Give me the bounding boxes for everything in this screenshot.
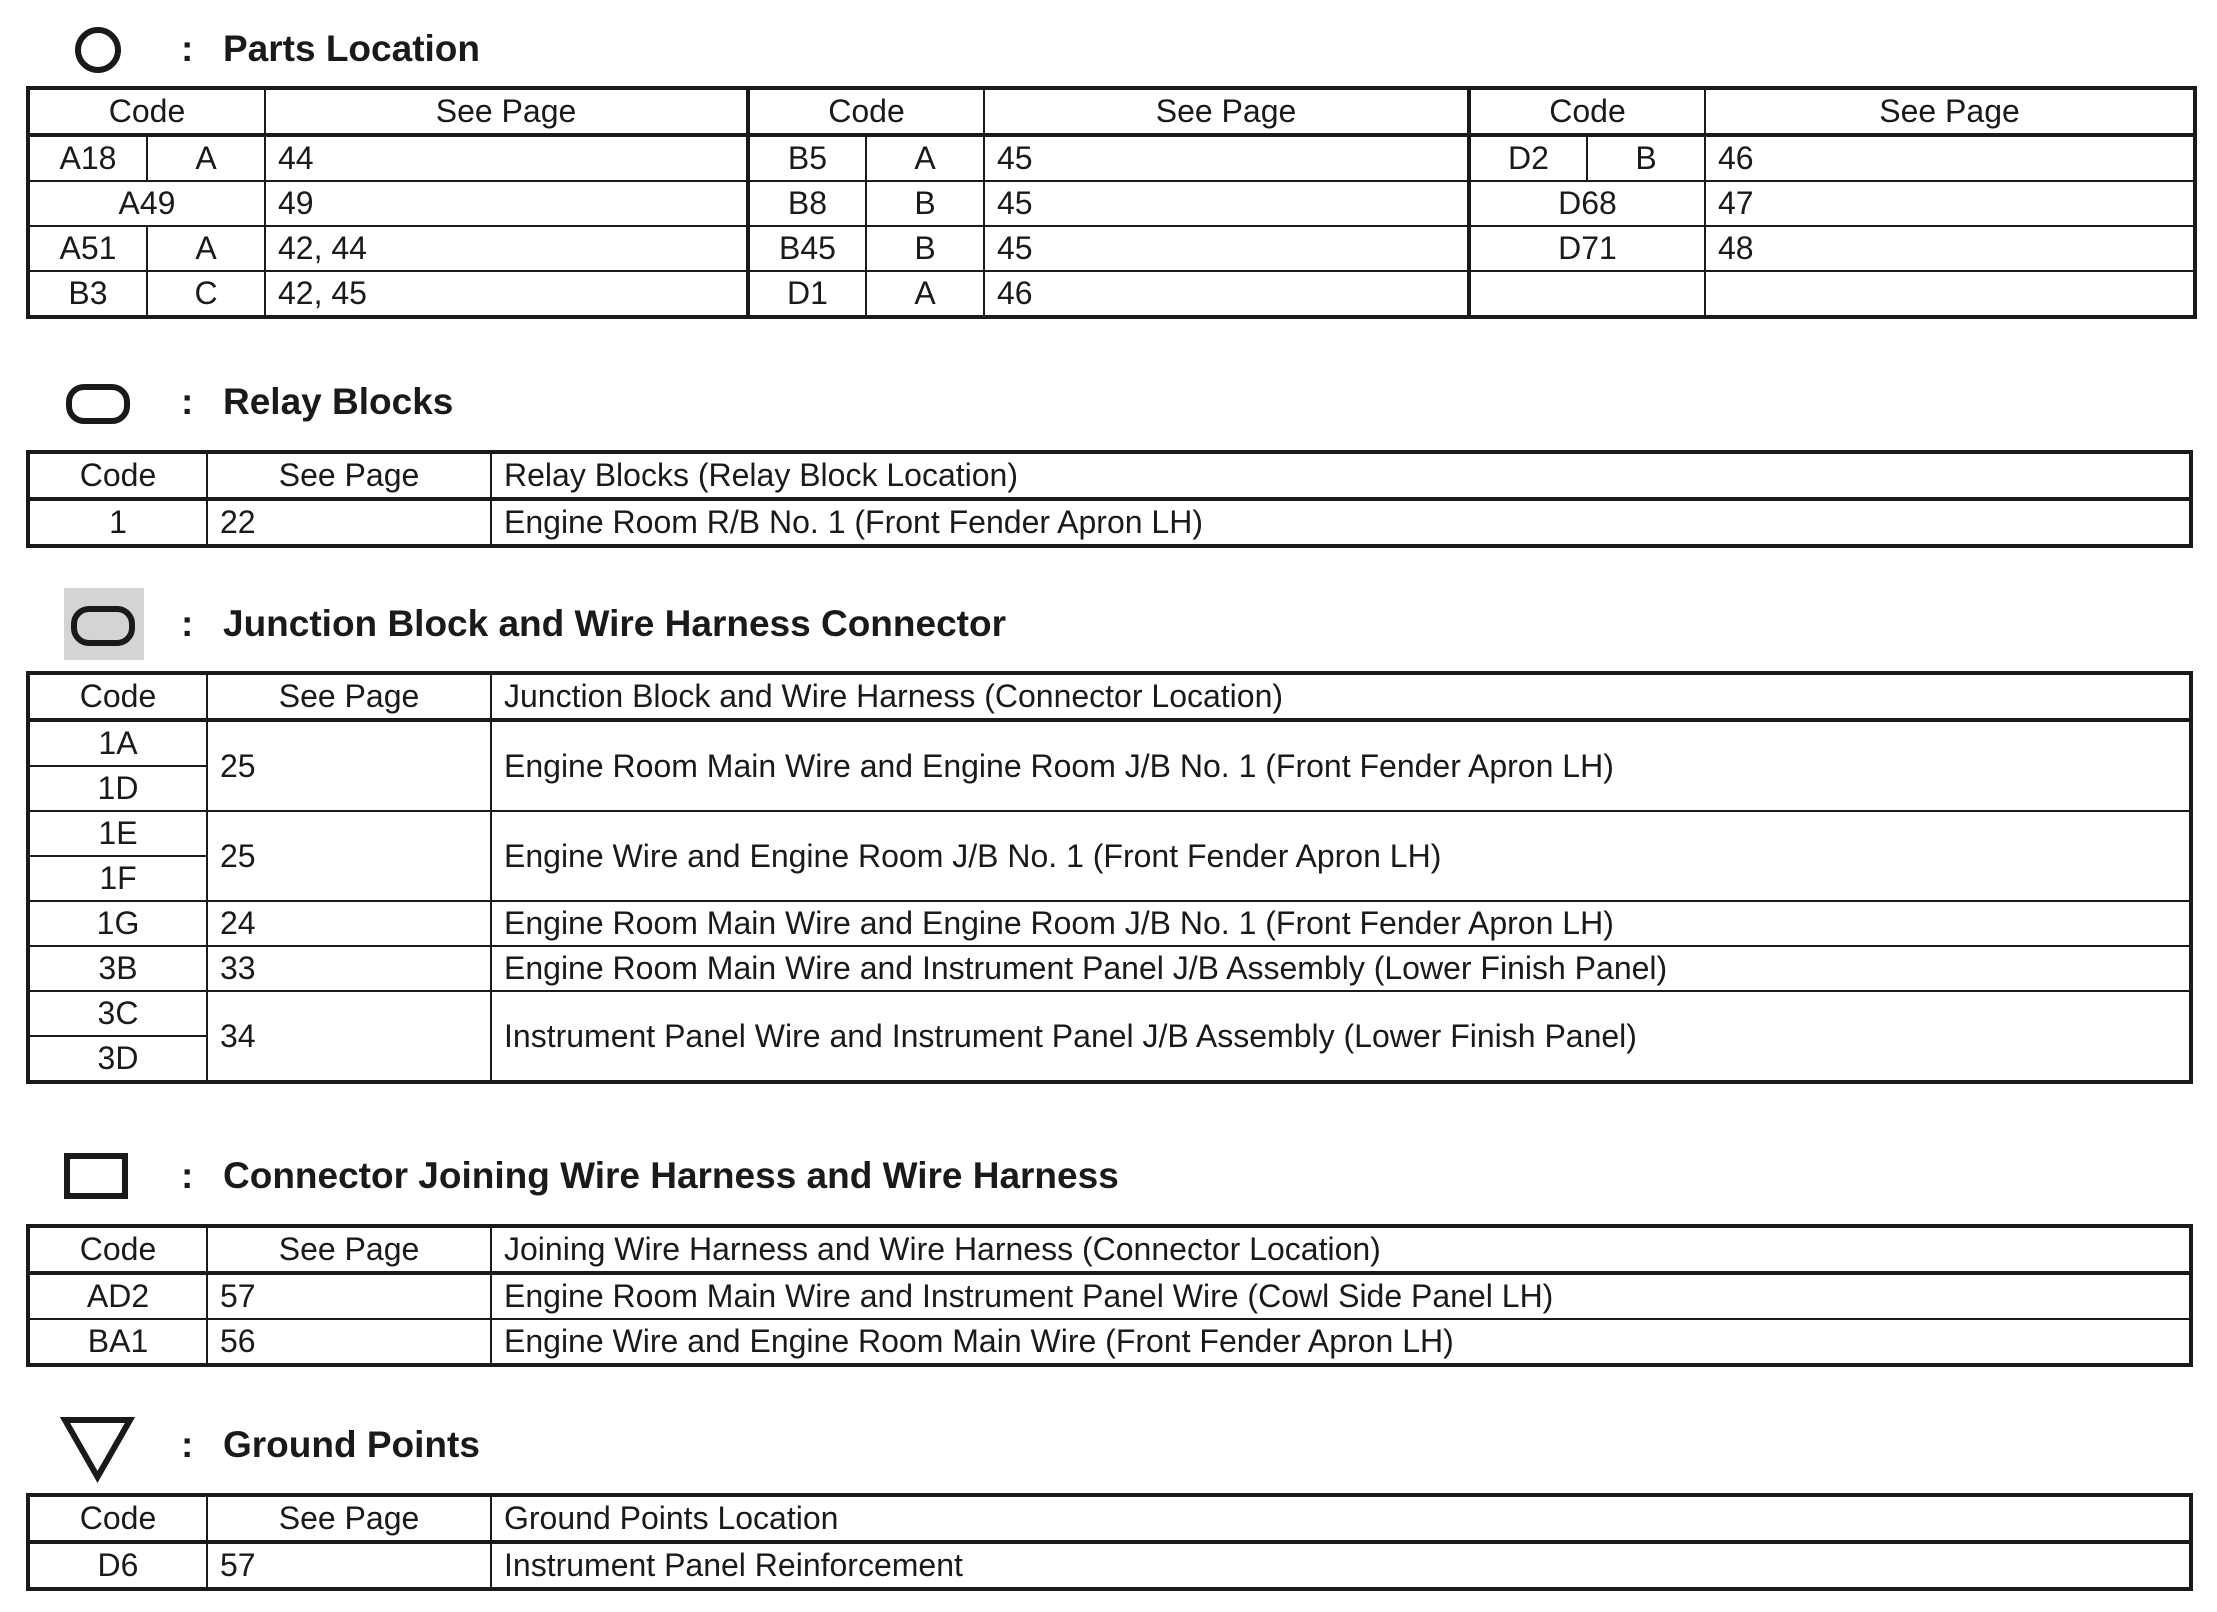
section-title: Parts Location xyxy=(223,28,480,69)
code-cell: D71 xyxy=(1469,226,1705,271)
header-code: Code xyxy=(28,673,207,720)
separator-colon: : xyxy=(181,28,194,69)
description-cell: Engine Room Main Wire and Instrument Panel J/B Assembly (Lower Finish Panel) xyxy=(491,946,2191,991)
page-cell: 45 xyxy=(984,226,1469,271)
header-description: Joining Wire Harness and Wire Harness (Connector Location) xyxy=(491,1226,2191,1273)
table-header-row xyxy=(28,88,2195,135)
table-row xyxy=(28,271,2195,317)
page-cell: 42, 45 xyxy=(265,271,748,317)
code-cell: 1D xyxy=(28,766,207,811)
header-code: Code xyxy=(28,452,207,499)
code-cell: 1F xyxy=(28,856,207,901)
code-cell: 3B xyxy=(28,946,207,991)
header-code: Code xyxy=(28,1495,207,1542)
description-cell: Engine Room Main Wire and Instrument Panel Wire (Cowl Side Panel LH) xyxy=(491,1273,2191,1319)
table-row xyxy=(28,1542,2191,1589)
page-cell: 45 xyxy=(984,135,1469,181)
description-cell: Engine Wire and Engine Room J/B No. 1 (Front Fender Apron LH) xyxy=(491,811,2191,901)
code-cell: 3C xyxy=(28,991,207,1036)
separator-colon: : xyxy=(181,603,194,644)
code-cell: AD2 xyxy=(28,1273,207,1319)
header-code: Code xyxy=(748,88,984,135)
page-cell: 46 xyxy=(1705,135,2195,181)
code-cell: A51 xyxy=(28,226,147,271)
page-cell: 48 xyxy=(1705,226,2195,271)
header-see-page: See Page xyxy=(207,1495,491,1542)
sub-cell: A xyxy=(147,135,265,181)
code-cell: B45 xyxy=(748,226,866,271)
header-code: Code xyxy=(28,1226,207,1273)
shaded-rounded-rect-icon xyxy=(58,584,146,664)
table-header-row xyxy=(28,1226,2191,1273)
empty-cell xyxy=(1705,271,2195,317)
page-cell: 24 xyxy=(207,901,491,946)
table-row xyxy=(28,1273,2191,1319)
table-row xyxy=(28,991,2191,1036)
header-description: Ground Points Location xyxy=(491,1495,2191,1542)
ground-points-table xyxy=(26,1493,2193,1591)
code-cell: B5 xyxy=(748,135,866,181)
parts-location-table xyxy=(26,86,2197,319)
header-see-page: See Page xyxy=(984,88,1469,135)
table-row xyxy=(28,226,2195,271)
page-cell: 22 xyxy=(207,499,491,546)
page-cell: 44 xyxy=(265,135,748,181)
sub-cell: B xyxy=(866,181,984,226)
page-cell: 45 xyxy=(984,181,1469,226)
sub-cell: B xyxy=(866,226,984,271)
code-cell: BA1 xyxy=(28,1319,207,1365)
junction-block-table xyxy=(26,671,2193,1084)
table-row xyxy=(28,181,2195,226)
relay-blocks-header xyxy=(0,362,2217,442)
sub-cell: C xyxy=(147,271,265,317)
code-cell: B3 xyxy=(28,271,147,317)
code-cell: 1G xyxy=(28,901,207,946)
section-title: Ground Points xyxy=(223,1424,480,1465)
page-cell: 25 xyxy=(207,720,491,811)
junction-block-header xyxy=(0,584,2217,664)
code-cell: 3D xyxy=(28,1036,207,1082)
code-cell: 1E xyxy=(28,811,207,856)
header-code: Code xyxy=(1469,88,1705,135)
sub-cell: A xyxy=(866,135,984,181)
table-row xyxy=(28,135,2195,181)
section-title: Connector Joining Wire Harness and Wire Harness xyxy=(223,1155,1119,1196)
table-row xyxy=(28,720,2191,766)
connector-joining-header xyxy=(0,1136,2217,1216)
parts-location-header xyxy=(0,9,2217,89)
table-row xyxy=(28,811,2191,856)
code-cell: D1 xyxy=(748,271,866,317)
sub-cell: A xyxy=(147,226,265,271)
header-code: Code xyxy=(28,88,265,135)
header-see-page: See Page xyxy=(207,1226,491,1273)
header-description: Relay Blocks (Relay Block Location) xyxy=(491,452,2191,499)
table-header-row xyxy=(28,452,2191,499)
separator-colon: : xyxy=(181,381,194,422)
header-see-page: See Page xyxy=(207,673,491,720)
down-triangle-icon xyxy=(58,1405,146,1485)
page-cell: 47 xyxy=(1705,181,2195,226)
header-description: Junction Block and Wire Harness (Connector Location) xyxy=(491,673,2191,720)
code-cell: B8 xyxy=(748,181,866,226)
code-cell: D68 xyxy=(1469,181,1705,226)
connector-joining-table xyxy=(26,1224,2193,1367)
header-see-page: See Page xyxy=(265,88,748,135)
description-cell: Instrument Panel Wire and Instrument Panel J/B Assembly (Lower Finish Panel) xyxy=(491,991,2191,1082)
description-cell: Instrument Panel Reinforcement xyxy=(491,1542,2191,1589)
code-cell: D2 xyxy=(1469,135,1587,181)
empty-cell xyxy=(1469,271,1705,317)
section-title: Relay Blocks xyxy=(223,381,454,422)
rounded-rect-icon xyxy=(58,362,146,442)
page-cell: 57 xyxy=(207,1542,491,1589)
description-cell: Engine Room R/B No. 1 (Front Fender Apron LH) xyxy=(491,499,2191,546)
page-cell: 25 xyxy=(207,811,491,901)
table-header-row xyxy=(28,673,2191,720)
relay-blocks-table xyxy=(26,450,2193,548)
code-cell: 1 xyxy=(28,499,207,546)
page-cell: 46 xyxy=(984,271,1469,317)
table-row xyxy=(28,1319,2191,1365)
circle-icon xyxy=(58,9,146,89)
description-cell: Engine Room Main Wire and Engine Room J/B No. 1 (Front Fender Apron LH) xyxy=(491,720,2191,811)
section-title: Junction Block and Wire Harness Connector xyxy=(223,603,1006,644)
code-cell: D6 xyxy=(28,1542,207,1589)
description-cell: Engine Wire and Engine Room Main Wire (Front Fender Apron LH) xyxy=(491,1319,2191,1365)
page-cell: 33 xyxy=(207,946,491,991)
page-cell: 56 xyxy=(207,1319,491,1365)
page-cell: 34 xyxy=(207,991,491,1082)
header-see-page: See Page xyxy=(1705,88,2195,135)
page-cell: 49 xyxy=(265,181,748,226)
table-header-row xyxy=(28,1495,2191,1542)
code-cell: A49 xyxy=(28,181,265,226)
table-row xyxy=(28,946,2191,991)
page-cell: 57 xyxy=(207,1273,491,1319)
separator-colon: : xyxy=(181,1155,194,1196)
sub-cell: A xyxy=(866,271,984,317)
ground-points-header xyxy=(0,1405,2217,1485)
code-cell: 1A xyxy=(28,720,207,766)
header-see-page: See Page xyxy=(207,452,491,499)
page-cell: 42, 44 xyxy=(265,226,748,271)
sub-cell: B xyxy=(1587,135,1705,181)
code-cell: A18 xyxy=(28,135,147,181)
description-cell: Engine Room Main Wire and Engine Room J/B No. 1 (Front Fender Apron LH) xyxy=(491,901,2191,946)
table-row xyxy=(28,499,2191,546)
table-row xyxy=(28,901,2191,946)
separator-colon: : xyxy=(181,1424,194,1465)
square-icon xyxy=(58,1136,146,1216)
